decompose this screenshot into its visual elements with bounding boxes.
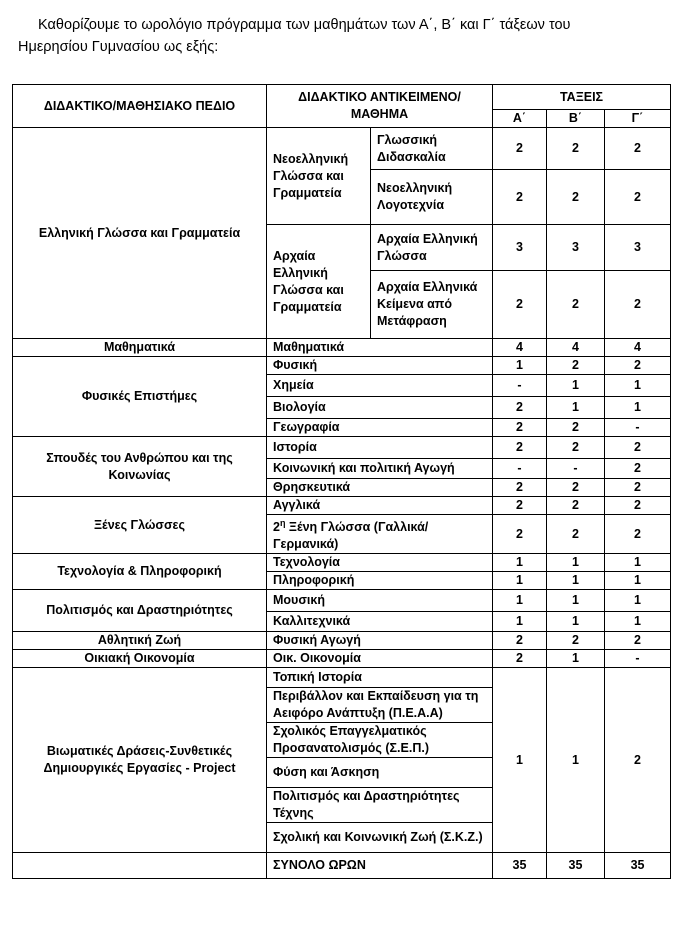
subject-cell: Χημεία <box>267 375 493 397</box>
table-row <box>13 668 671 688</box>
field-mathematics: Μαθηματικά <box>13 339 267 357</box>
subject-cell: Μαθηματικά <box>267 339 493 357</box>
field-greek: Ελληνική Γλώσσα και Γραμματεία <box>13 128 267 339</box>
subject-cell: $2^\eta$ Ξένη Γλώσσα (Γαλλικά/Γερμανικά) <box>267 515 493 554</box>
subject-cell: Αγγλικά <box>267 497 493 515</box>
hours-b: 4 <box>547 339 605 357</box>
table-row <box>13 339 671 357</box>
field-humanities: Σπουδές του Ανθρώπου και της Κοινωνίας <box>13 437 267 497</box>
table-row <box>13 357 671 375</box>
total-row <box>13 853 671 879</box>
header-field: ΔΙΔΑΚΤΙΚΟ/ΜΑΘΗΣΙΑΚΟ ΠΕΔΙΟ <box>13 85 267 128</box>
hours-c: 2 <box>605 437 671 459</box>
hours-c: - <box>605 650 671 668</box>
header-subject: ΔΙΔΑΚΤΙΚΟ ΑΝΤΙΚΕΙΜΕΝΟ/ΜΑΘΗΜΑ <box>267 85 493 128</box>
table-row <box>13 437 671 459</box>
field-projects: Βιωματικές Δράσεις-Συνθετικές Δημιουργικές Εργασίες - Project <box>13 668 267 853</box>
subject-cell: Βιολογία <box>267 397 493 419</box>
field-foreign-languages: Ξένες Γλώσσες <box>13 497 267 554</box>
hours-a: 2 <box>493 419 547 437</box>
hours-b: 2 <box>547 128 605 170</box>
hours-c: 2 <box>605 515 671 554</box>
subject-cell: Αρχαία Ελληνικά Κείμενα από Μετάφραση <box>371 271 493 339</box>
header-class-c: Γ΄ <box>605 110 671 128</box>
hours-b: 1 <box>547 554 605 572</box>
table-row <box>13 650 671 668</box>
hours-a: 2 <box>493 437 547 459</box>
hours-a: 2 <box>493 479 547 497</box>
table-row <box>13 632 671 650</box>
hours-b: 2 <box>547 419 605 437</box>
subject-cell: Πολιτισμός και Δραστηριότητες Τέχνης <box>267 788 493 823</box>
hours-a: - <box>493 375 547 397</box>
hours-b: 2 <box>547 632 605 650</box>
hours-b: 1 <box>547 590 605 612</box>
hours-a: 2 <box>493 497 547 515</box>
group-ancient-greek: Αρχαία Ελληνική Γλώσσα και Γραμματεία <box>267 225 371 339</box>
hours-a: - <box>493 459 547 479</box>
field-home-economics: Οικιακή Οικονομία <box>13 650 267 668</box>
hours-c: 2 <box>605 632 671 650</box>
intro-paragraph <box>18 14 648 58</box>
hours-b: 3 <box>547 225 605 271</box>
subject-cell: Γεωγραφία <box>267 419 493 437</box>
hours-c: - <box>605 419 671 437</box>
header-class-a: Α΄ <box>493 110 547 128</box>
hours-c: 2 <box>605 497 671 515</box>
subject-cell: Ιστορία <box>267 437 493 459</box>
hours-b: 1 <box>547 397 605 419</box>
schedule-table <box>12 84 671 879</box>
hours-b: 2 <box>547 437 605 459</box>
hours-b: 2 <box>547 515 605 554</box>
subject-cell: Οικ. Οικονομία <box>267 650 493 668</box>
hours-a: 1 <box>493 668 547 853</box>
hours-b: 2 <box>547 170 605 225</box>
total-b: 35 <box>547 853 605 879</box>
intro-line-2: Ημερησίου Γυμνασίου ως εξής: <box>18 39 219 55</box>
subject-cell: Νεοελληνική Λογοτεχνία <box>371 170 493 225</box>
table-row <box>13 590 671 612</box>
subject-cell: Τεχνολογία <box>267 554 493 572</box>
total-label: ΣΥΝΟΛΟ ΩΡΩΝ <box>267 853 493 879</box>
hours-b: 2 <box>547 479 605 497</box>
hours-c: 3 <box>605 225 671 271</box>
subject-cell: Κοινωνική και πολιτική Αγωγή <box>267 459 493 479</box>
hours-a: 1 <box>493 554 547 572</box>
hours-c: 2 <box>605 128 671 170</box>
subject-cell: Σχολικός Επαγγελματικός Προσανατολισμός (Σ.Ε.Π.) <box>267 723 493 758</box>
group-modern-greek: Νεοελληνική Γλώσσα και Γραμματεία <box>267 128 371 225</box>
hours-b: 1 <box>547 668 605 853</box>
subject-cell: Τοπική Ιστορία <box>267 668 493 688</box>
hours-b: 1 <box>547 572 605 590</box>
subject-cell: Πληροφορική <box>267 572 493 590</box>
hours-c: 1 <box>605 375 671 397</box>
hours-a: 2 <box>493 650 547 668</box>
hours-c: 1 <box>605 612 671 632</box>
subject-cell: Φύση και Άσκηση <box>267 758 493 788</box>
header-class-b: Β΄ <box>547 110 605 128</box>
hours-a: 2 <box>493 515 547 554</box>
hours-a: 3 <box>493 225 547 271</box>
hours-a: 2 <box>493 271 547 339</box>
subject-cell: Σχολική και Κοινωνική Ζωή (Σ.Κ.Ζ.) <box>267 823 493 853</box>
subject-cell: Αρχαία Ελληνική Γλώσσα <box>371 225 493 271</box>
hours-c: 2 <box>605 459 671 479</box>
hours-a: 1 <box>493 612 547 632</box>
hours-c: 2 <box>605 668 671 853</box>
hours-a: 1 <box>493 590 547 612</box>
hours-a: 2 <box>493 632 547 650</box>
field-culture: Πολιτισμός και Δραστηριότητες <box>13 590 267 632</box>
field-natural-sciences: Φυσικές Επιστήμες <box>13 357 267 437</box>
hours-b: 1 <box>547 650 605 668</box>
hours-c: 1 <box>605 397 671 419</box>
hours-a: 2 <box>493 397 547 419</box>
hours-a: 1 <box>493 357 547 375</box>
header-classes: ΤΑΞΕΙΣ <box>493 85 671 110</box>
table-row <box>13 497 671 515</box>
table-row <box>13 554 671 572</box>
hours-c: 1 <box>605 590 671 612</box>
subject-cell: Φυσική Αγωγή <box>267 632 493 650</box>
intro-line-1: Καθορίζουμε το ωρολόγιο πρόγραμμα των μαθημάτων των Α΄, Β΄ και Γ΄ τάξεων του <box>38 17 571 33</box>
hours-c: 2 <box>605 479 671 497</box>
hours-c: 1 <box>605 572 671 590</box>
hours-a: 2 <box>493 170 547 225</box>
subject-cell: Θρησκευτικά <box>267 479 493 497</box>
hours-c: 2 <box>605 170 671 225</box>
hours-b: 2 <box>547 497 605 515</box>
subject-cell: Περιβάλλον και Εκπαίδευση για τη Αειφόρο Ανάπτυξη (Π.Ε.Α.Α) <box>267 688 493 723</box>
hours-c: 2 <box>605 271 671 339</box>
subject-cell: Γλωσσική Διδασκαλία <box>371 128 493 170</box>
hours-b: 1 <box>547 612 605 632</box>
hours-b: 2 <box>547 357 605 375</box>
hours-c: 4 <box>605 339 671 357</box>
hours-c: 1 <box>605 554 671 572</box>
total-empty-cell <box>13 853 267 879</box>
hours-a: 4 <box>493 339 547 357</box>
total-a: 35 <box>493 853 547 879</box>
subject-cell: Φυσική <box>267 357 493 375</box>
hours-b: 2 <box>547 271 605 339</box>
schedule-body <box>13 85 671 879</box>
hours-c: 2 <box>605 357 671 375</box>
hours-b: - <box>547 459 605 479</box>
hours-b: 1 <box>547 375 605 397</box>
subject-cell: Μουσική <box>267 590 493 612</box>
field-athletics: Αθλητική Ζωή <box>13 632 267 650</box>
hours-a: 2 <box>493 128 547 170</box>
subject-cell: Καλλιτεχνικά <box>267 612 493 632</box>
total-c: 35 <box>605 853 671 879</box>
hours-a: 1 <box>493 572 547 590</box>
field-technology: Τεχνολογία & Πληροφορική <box>13 554 267 590</box>
